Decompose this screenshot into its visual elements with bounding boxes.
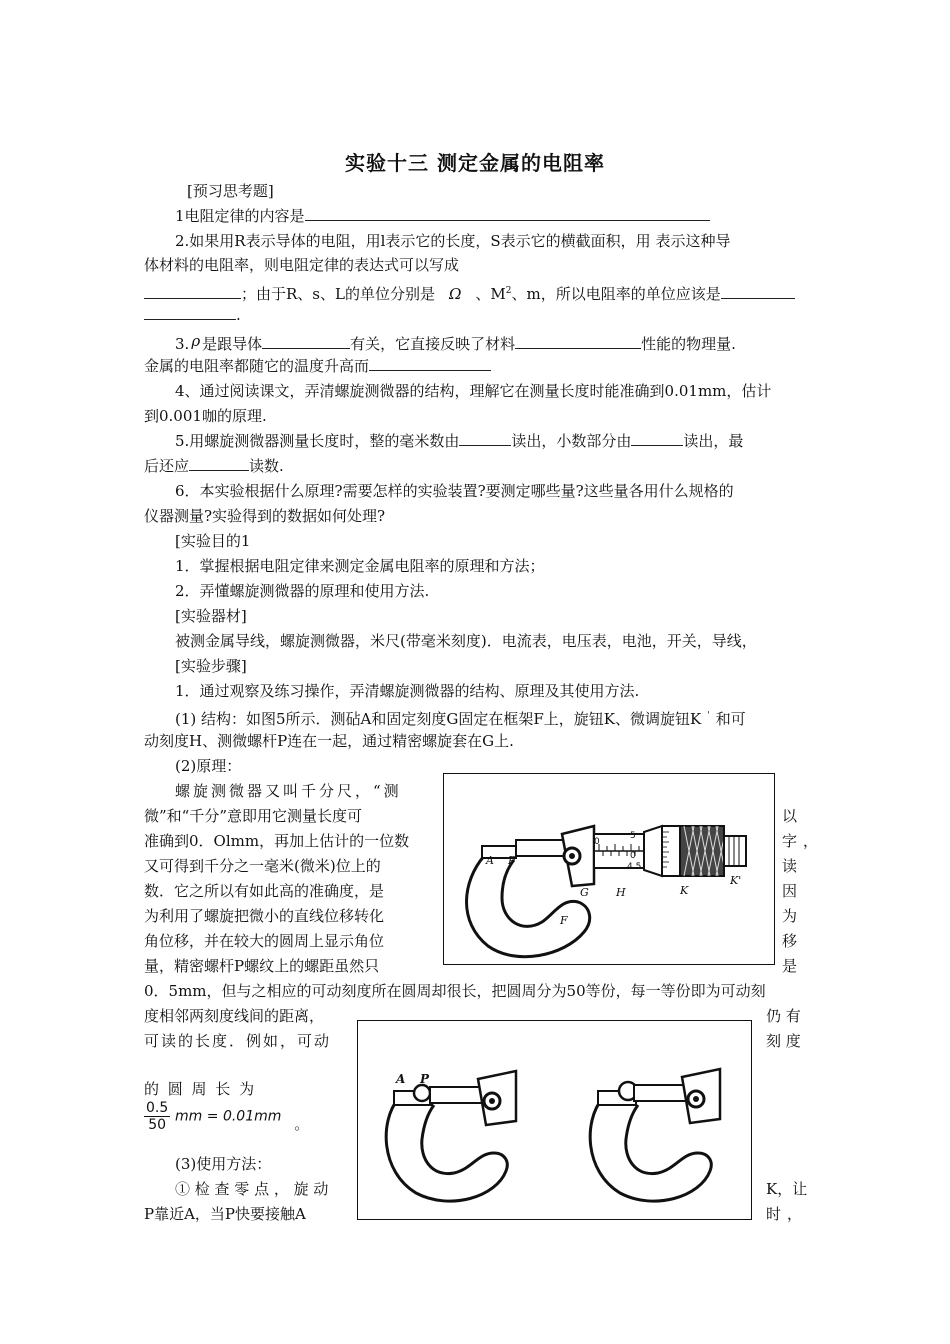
fig2-label-p: P <box>420 1072 430 1086</box>
micrometer-drawing <box>444 774 774 964</box>
principle-line-3: 准确到0．Olmm，再加上估计的一位数 <box>144 832 410 850</box>
answer-blank <box>189 458 249 471</box>
answer-blank <box>631 433 683 446</box>
zero-check-figure <box>357 1020 752 1220</box>
label-a: A <box>486 854 494 867</box>
question-3-text: 金属的电阻率都随它的温度升高而 <box>144 357 370 375</box>
micrometer-figure <box>443 773 775 965</box>
section-steps: [实验步骤] <box>175 657 247 675</box>
answer-blank <box>721 286 795 299</box>
principle-right-4: 读 <box>782 857 798 875</box>
question-2-text: ；由于R、s、L的单位分别是 <box>241 285 435 303</box>
thimble-h <box>644 826 662 876</box>
fraction-result: mm = 0.01mm <box>175 1108 282 1125</box>
left-spindle-end <box>414 1085 430 1101</box>
answer-blank <box>144 307 236 320</box>
principle-right-8: 是 <box>782 957 798 975</box>
principle-line-12: 的 圆 周 长 为 <box>144 1080 257 1098</box>
principle-right-2: 以 <box>782 807 798 825</box>
principle-right-5: 因 <box>782 882 798 900</box>
scale-label-0b: 0 <box>630 851 636 861</box>
question-5-text: 5.用螺旋测微器测量长度时，整的毫米数由 <box>175 432 460 450</box>
question-3-text: 性能的物理量. <box>641 335 736 353</box>
purpose-1: 1．掌握根据电阻定律来测定金属电阻率的原理和方法； <box>175 557 545 575</box>
label-k-prime: K' <box>730 874 742 887</box>
fraction-numerator: 0.5 <box>146 1100 169 1116</box>
structure-text: 和可 <box>715 710 746 728</box>
usage-right-1: K，让 <box>766 1180 808 1198</box>
question-3-text: 是跟导体 <box>202 335 263 353</box>
question-5-text: 读出，小数部分由 <box>511 432 632 450</box>
principle-right-6: 为 <box>782 907 798 925</box>
equipment-list: 被测金属导线，螺旋测微器，米尺(带毫米刻度)．电流表，电压表，电池，开关，导线， <box>175 632 757 650</box>
usage-line-2: P靠近A，当P快要接触A <box>144 1205 306 1223</box>
principle-line-2: 微”和“千分”意即用它测量长度可 <box>144 807 363 825</box>
left-spindle <box>430 1087 482 1103</box>
principle-right-3: 字， <box>782 832 825 850</box>
label-k: K <box>680 884 689 897</box>
structure-line-2: 动刻度H、测微螺杆P连在一起，通过精密螺旋套在G上. <box>144 732 514 750</box>
principle-line-5: 数．它之所以有如此高的准确度，是 <box>144 882 385 900</box>
question-5-text: 读出，最 <box>683 432 744 450</box>
question-2-text: 、m，所以电阻率的单位应该是 <box>511 285 721 303</box>
principle-heading: (2)原理： <box>175 757 242 775</box>
structure-text: (1) 结构：如图5所示．测砧A和固定刻度G固定在框架F上，旋钮K、微调旋钮K <box>175 710 702 728</box>
question-3-text: 有关，它直接反映了材料 <box>350 335 516 353</box>
principle-line-1: 螺旋测微器又叫千分尺，“测 <box>175 782 402 800</box>
answer-blank <box>305 208 710 221</box>
question-5-text: 后还应 <box>144 457 190 475</box>
principle-line-4: 又可得到千分之一毫米(微米)位上的 <box>144 857 381 875</box>
scale-label-4-5: 4.5 <box>627 862 642 872</box>
question-2-line-3 <box>144 282 795 304</box>
section-preview: [预习思考题] <box>187 182 274 200</box>
section-purpose: [实验目的1 <box>175 532 251 550</box>
spindle-p <box>516 840 566 856</box>
principle-right-10: 仍 有 <box>766 1007 801 1025</box>
principle-line-9: 0．5mm，但与之相应的可动刻度所在圆周却很长，把圆周分为50等份，每一等份即为可动刻 <box>144 982 766 1000</box>
usage-line-1: ① 检 查 零 点 ， 旋 动 <box>175 1180 329 1198</box>
fraction-end: 。 <box>294 1114 310 1133</box>
principle-line-11: 可读的长度．例如，可动 <box>144 1032 332 1050</box>
question-4-line-1: 4、通过阅读课文，弄清螺旋测微器的结构，理解它在测量长度时能准确到0.01mm，估计 <box>175 382 772 400</box>
principle-line-6: 为利用了螺旋把微小的直线位移转化 <box>144 907 385 925</box>
lock-screw-center <box>569 853 575 859</box>
usage-right-2: 时， <box>766 1205 809 1223</box>
question-2-line-4 <box>144 306 241 325</box>
question-2-text: 、M <box>475 285 506 303</box>
step-1: 1．通过观察及练习操作，弄清螺旋测微器的结构、原理及其使用方法. <box>175 682 640 700</box>
label-p: P <box>508 854 516 867</box>
principle-line-10: 度相邻两刻度线间的距离， <box>144 1007 325 1025</box>
label-g: G <box>580 886 589 899</box>
question-6-line-1: 6．本实验根据什么原理?需要怎样的实验装置?要测定哪些量?这些量各用什么规格的 <box>175 482 734 500</box>
usage-heading: (3)使用方法： <box>175 1155 272 1173</box>
fraction-formula <box>144 1100 309 1133</box>
left-lock-center <box>489 1098 495 1104</box>
fraction <box>144 1100 170 1133</box>
purpose-2: 2．弄懂螺旋测微器的原理和使用方法. <box>175 582 430 600</box>
fine-knob-k-prime <box>724 836 746 866</box>
structure-line-1 <box>175 707 746 729</box>
scale-label-5: 5 <box>630 831 636 841</box>
ohm-symbol: Ω <box>448 285 462 303</box>
answer-blank <box>369 358 491 371</box>
question-1-text: 1电阻定律的内容是 <box>175 207 305 225</box>
principle-right-7: 移 <box>782 932 798 950</box>
answer-blank <box>262 336 350 349</box>
section-equipment: [实验器材] <box>175 607 247 625</box>
superscript: 2 <box>505 286 512 296</box>
answer-blank <box>515 336 641 349</box>
answer-blank <box>144 286 241 299</box>
zero-check-drawing <box>358 1021 751 1219</box>
question-3-line-2 <box>144 357 491 376</box>
question-6-line-2: 仪器测量?实验得到的数据如何处理? <box>144 507 386 525</box>
question-4-line-2: 到0.001咖的原理. <box>144 407 267 425</box>
fraction-denominator: 50 <box>148 1117 167 1133</box>
rho-symbol: ρ <box>191 332 201 350</box>
question-3-line-1 <box>175 332 736 354</box>
question-5-line-2 <box>144 457 284 476</box>
question-5-text: 读数. <box>249 457 284 475</box>
prime-mark: ' <box>707 711 710 721</box>
right-spindle <box>634 1085 686 1101</box>
principle-line-8: 量，精密螺杆P螺纹上的螺距虽然只 <box>144 957 380 975</box>
question-1 <box>175 207 710 226</box>
fig2-label-a: A <box>396 1072 406 1086</box>
label-h: H <box>616 886 626 899</box>
question-2-text: . <box>236 306 241 324</box>
principle-line-7: 角位移，并在较大的圆周上显示角位 <box>144 932 385 950</box>
page-title: 实验十三 测定金属的电阻率 <box>345 151 605 175</box>
question-3-text: 3. <box>175 335 190 353</box>
question-2-line-1: 2.如果用R表示导体的电阻，用l表示它的长度，S表示它的横截面积，用 表示这种导 <box>175 232 731 250</box>
question-5-line-1 <box>175 432 743 451</box>
answer-blank <box>459 433 511 446</box>
right-lock-center <box>693 1096 699 1102</box>
principle-right-11: 刻 度 <box>766 1032 801 1050</box>
question-2-line-2: 体材料的电阻率，则电阻定律的表达式可以写成 <box>144 256 460 274</box>
label-f: F <box>560 914 568 927</box>
scale-label-0: 0 <box>594 837 600 847</box>
